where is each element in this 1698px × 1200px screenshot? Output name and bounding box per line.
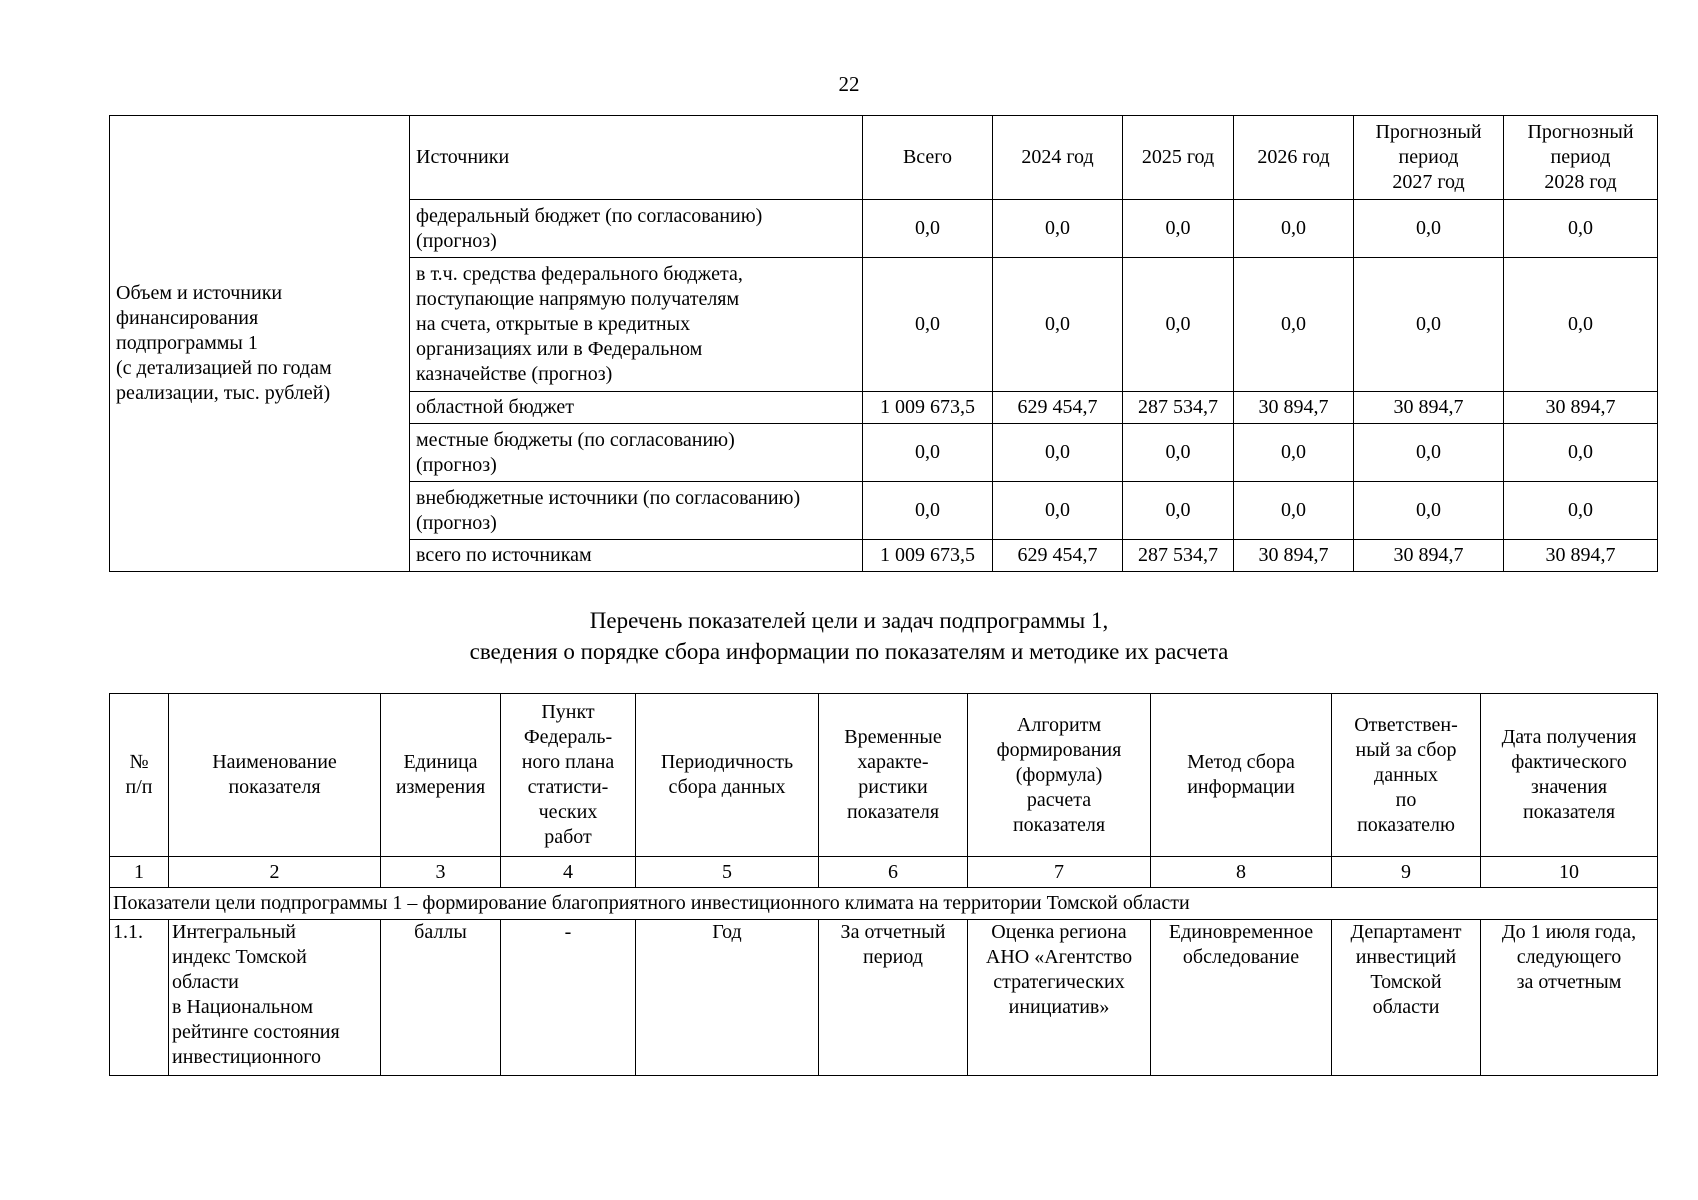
column-number-row bbox=[110, 857, 1658, 888]
column-number: 9 bbox=[1332, 857, 1481, 888]
source-label: областной бюджет bbox=[410, 392, 863, 424]
value-total: 1 009 673,5 bbox=[863, 540, 993, 572]
value-total: 1 009 673,5 bbox=[863, 392, 993, 424]
header-method: Метод сбора информации bbox=[1151, 694, 1332, 857]
source-label: всего по источникам bbox=[410, 540, 863, 572]
header-fpsr: Пункт Федераль- ного плана статисти- ческих работ bbox=[501, 694, 636, 857]
header-2024: 2024 год bbox=[993, 116, 1123, 200]
value-2028: 0,0 bbox=[1504, 482, 1658, 540]
value-2028: 30 894,7 bbox=[1504, 540, 1658, 572]
header-2026: 2026 год bbox=[1234, 116, 1354, 200]
header-unit: Единица измерения bbox=[381, 694, 501, 857]
value-total: 0,0 bbox=[863, 424, 993, 482]
header-periodicity: Периодичность сбора данных bbox=[636, 694, 819, 857]
goal-row bbox=[110, 888, 1658, 920]
value-2026: 30 894,7 bbox=[1234, 392, 1354, 424]
source-label: внебюджетные источники (по согласованию) (прогноз) bbox=[410, 482, 863, 540]
value-2025: 0,0 bbox=[1123, 258, 1234, 392]
section-title-line1: Перечень показателей цели и задач подпрограммы 1, bbox=[589, 608, 1109, 633]
header-sources: Источники bbox=[410, 116, 863, 200]
value-2027: 30 894,7 bbox=[1354, 392, 1504, 424]
value-2026: 0,0 bbox=[1234, 200, 1354, 258]
value-2024: 0,0 bbox=[993, 258, 1123, 392]
header-2025: 2025 год bbox=[1123, 116, 1234, 200]
value-2028: 0,0 bbox=[1504, 424, 1658, 482]
column-number: 5 bbox=[636, 857, 819, 888]
value-2025: 0,0 bbox=[1123, 424, 1234, 482]
source-label: местные бюджеты (по согласованию) (прогноз) bbox=[410, 424, 863, 482]
header-2027: Прогнозный период 2027 год bbox=[1354, 116, 1504, 200]
header-name: Наименование показателя bbox=[169, 694, 381, 857]
value-2027: 0,0 bbox=[1354, 258, 1504, 392]
header-algorithm: Алгоритм формирования (формула) расчета показателя bbox=[968, 694, 1151, 857]
row-time: За отчетный период bbox=[819, 920, 968, 1076]
header-2028: Прогнозный период 2028 год bbox=[1504, 116, 1658, 200]
value-2025: 0,0 bbox=[1123, 200, 1234, 258]
value-2024: 0,0 bbox=[993, 482, 1123, 540]
table-row bbox=[110, 920, 1658, 1076]
indicators-table bbox=[109, 693, 1658, 1076]
value-total: 0,0 bbox=[863, 200, 993, 258]
row-name: Интегральный индекс Томской области в Национальном рейтинге состояния инвестиционного bbox=[169, 920, 381, 1076]
value-2025: 0,0 bbox=[1123, 482, 1234, 540]
goal-text: Показатели цели подпрограммы 1 – формирование благоприятного инвестиционного климата на территории Томской области bbox=[110, 888, 1658, 920]
value-2024: 629 454,7 bbox=[993, 392, 1123, 424]
column-number: 8 bbox=[1151, 857, 1332, 888]
column-number: 2 bbox=[169, 857, 381, 888]
source-label: в т.ч. средства федерального бюджета, поступающие напрямую получателям на счета, открытые в кредитных организациях или в Федеральном казначействе (прогноз) bbox=[410, 258, 863, 392]
value-2024: 629 454,7 bbox=[993, 540, 1123, 572]
value-2027: 0,0 bbox=[1354, 200, 1504, 258]
column-number: 1 bbox=[110, 857, 169, 888]
column-number: 3 bbox=[381, 857, 501, 888]
header-num: № п/п bbox=[110, 694, 169, 857]
row-unit: баллы bbox=[381, 920, 501, 1076]
value-total: 0,0 bbox=[863, 258, 993, 392]
column-number: 6 bbox=[819, 857, 968, 888]
value-2028: 0,0 bbox=[1504, 258, 1658, 392]
source-label: федеральный бюджет (по согласованию) (прогноз) bbox=[410, 200, 863, 258]
header-responsible: Ответствен- ный за сбор данных по показателю bbox=[1332, 694, 1481, 857]
value-2026: 0,0 bbox=[1234, 258, 1354, 392]
column-number: 7 bbox=[968, 857, 1151, 888]
column-number: 4 bbox=[501, 857, 636, 888]
row-method: Единовременное обследование bbox=[1151, 920, 1332, 1076]
value-2027: 30 894,7 bbox=[1354, 540, 1504, 572]
page-number: 22 bbox=[838, 72, 860, 96]
value-2026: 0,0 bbox=[1234, 482, 1354, 540]
row-algorithm: Оценка региона АНО «Агентство стратегических инициатив» bbox=[968, 920, 1151, 1076]
financing-table bbox=[109, 115, 1658, 572]
row-date: До 1 июля года, следующего за отчетным bbox=[1481, 920, 1658, 1076]
value-2028: 30 894,7 bbox=[1504, 392, 1658, 424]
column-number: 10 bbox=[1481, 857, 1658, 888]
value-2028: 0,0 bbox=[1504, 200, 1658, 258]
row-responsible: Департамент инвестиций Томской области bbox=[1332, 920, 1481, 1076]
section-title-line2: сведения о порядке сбора информации по показателям и методике их расчета bbox=[469, 639, 1229, 664]
row-fpsr: - bbox=[501, 920, 636, 1076]
financing-row-label: Объем и источники финансирования подпрограммы 1 (с детализацией по годам реализации, тыс. рублей) bbox=[110, 116, 410, 572]
value-2024: 0,0 bbox=[993, 200, 1123, 258]
row-periodicity: Год bbox=[636, 920, 819, 1076]
header-time: Временные характе- ристики показателя bbox=[819, 694, 968, 857]
value-2025: 287 534,7 bbox=[1123, 392, 1234, 424]
value-total: 0,0 bbox=[863, 482, 993, 540]
value-2027: 0,0 bbox=[1354, 424, 1504, 482]
row-num: 1.1. bbox=[110, 920, 169, 1076]
header-date: Дата получения фактического значения показателя bbox=[1481, 694, 1658, 857]
section-title bbox=[0, 605, 1698, 667]
header-total: Всего bbox=[863, 116, 993, 200]
value-2024: 0,0 bbox=[993, 424, 1123, 482]
value-2027: 0,0 bbox=[1354, 482, 1504, 540]
value-2025: 287 534,7 bbox=[1123, 540, 1234, 572]
value-2026: 0,0 bbox=[1234, 424, 1354, 482]
value-2026: 30 894,7 bbox=[1234, 540, 1354, 572]
indicators-header-row bbox=[110, 694, 1658, 857]
